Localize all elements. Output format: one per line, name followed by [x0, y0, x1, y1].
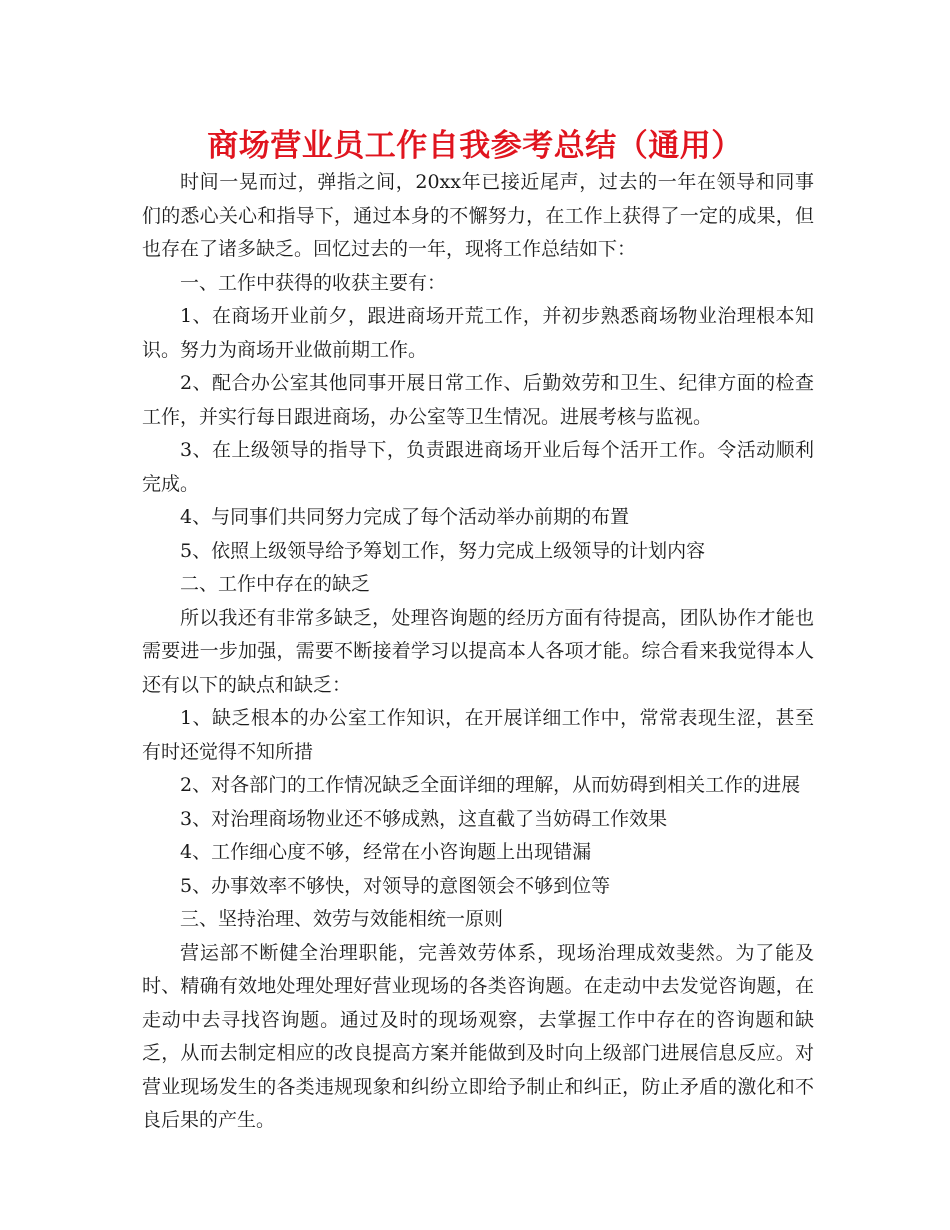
- list-item-shortcoming-2: 2、对各部门的工作情况缺乏全面详细的理解，从而妨碍到相关工作的进展: [180, 774, 801, 796]
- section-heading-principle: 三、坚持治理、效劳与效能相统一原则: [180, 908, 504, 930]
- list-item-gain-2: 2、配合办公室其他同事开展日常工作、后勤效劳和卫生、纪律方面的检查工作，并实行每日跟进商场，办公室等卫生情况。进展考核与监视。: [142, 372, 814, 428]
- list-item-shortcoming-3: 3、对治理商场物业还不够成熟，这直截了当妨碍工作效果: [180, 807, 668, 830]
- list-item-gain-3: 3、在上级领导的指导下，负责跟进商场开业后每个活开工作。令活动顺利完成。: [142, 439, 814, 495]
- section-heading-shortcomings: 二、工作中存在的缺乏: [180, 573, 371, 595]
- list-item-shortcoming-4: 4、工作细心度不够，经常在小咨询题上出现错漏: [180, 841, 592, 863]
- document-title: 商场营业员工作自我参考总结（通用）: [207, 128, 743, 164]
- paragraph-shortcomings-intro: 所以我还有非常多缺乏，处理咨询题的经历方面有待提高，团队协作才能也需要进一步加强，需要不断接着学习以提高本人各项才能。综合看来我觉得本人还有以下的缺点和缺乏：: [142, 606, 814, 696]
- paragraph-principle: 营运部不断健全治理职能，完善效劳体系，现场治理成效斐然。为了能及时、精确有效地处理处理好营业现场的各类咨询题。在走动中去发觉咨询题，在走动中去寻找咨询题。通过及时的现场观察，去掌握工作中存在的咨询题和缺乏，从而去制定相应的改良提高方案并能做到及时向上级部门进展信息反应。对营业现场发生的各类违规现象和纠纷立即给予制止和纠正，防止矛盾的激化和不良后果的产生。: [142, 941, 814, 1131]
- paragraph-intro: 时间一晃而过，弹指之间，20xx年已接近尾声，过去的一年在领导和同事们的悉心关心和指导下，通过本身的不懈努力，在工作上获得了一定的成果，但也存在了诸多缺乏。回忆过去的一年，现将工作总结如下：: [142, 171, 814, 260]
- list-item-gain-1: 1、在商场开业前夕，跟进商场开荒工作，并初步熟悉商场物业治理根本知识。努力为商场开业做前期工作。: [142, 305, 814, 361]
- document-body: [142, 166, 814, 1138]
- list-item-gain-5: 5、依照上级领导给予筹划工作，努力完成上级领导的计划内容: [180, 539, 706, 562]
- list-item-gain-4: 4、与同事们共同努力完成了每个活动举办前期的布置: [180, 506, 630, 528]
- list-item-shortcoming-5: 5、办事效率不够快，对领导的意图领会不够到位等: [180, 874, 611, 897]
- list-item-shortcoming-1: 1、缺乏根本的办公室工作知识，在开展详细工作中，常常表现生涩，甚至有时还觉得不知所措: [142, 707, 814, 763]
- section-heading-gains: 一、工作中获得的收获主要有：: [180, 271, 447, 294]
